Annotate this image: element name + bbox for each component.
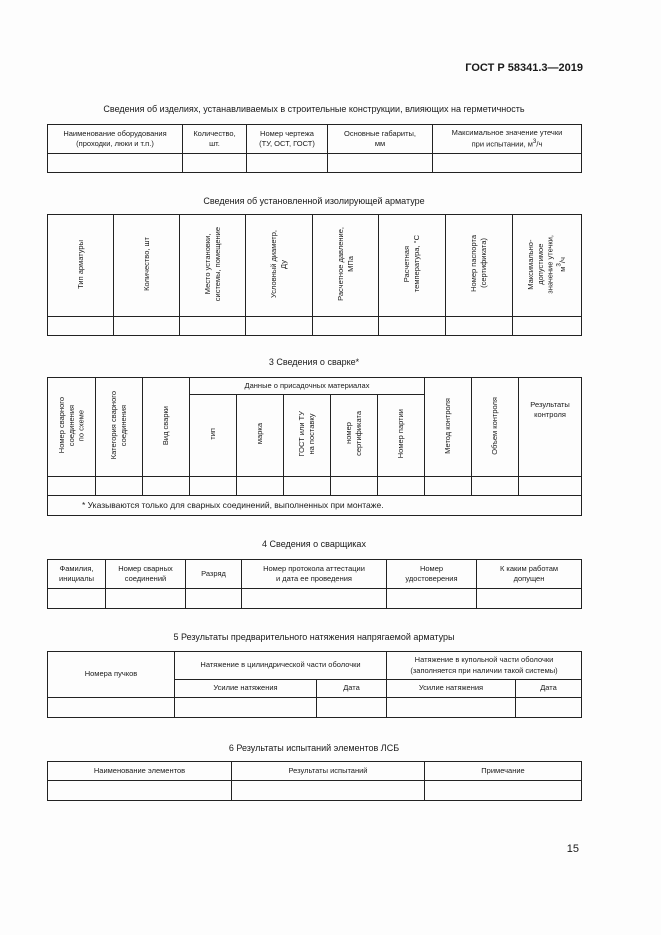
s1-header-leak: Максимальное значение утечки при испытании, $м^3/ч$ [433,125,582,154]
s3-header-control-method: Метод контроля [425,378,472,477]
s4-empty-row [48,589,582,609]
s3-header-control-volume: Объем контроля [472,378,519,477]
s5-header-cyl-force: Усилие натяжения [175,680,317,698]
cell [472,477,519,496]
s1-header-drawing: Номер чертежа (ТУ, ОСТ, ГОСТ) [247,125,328,154]
s6-empty-row [48,781,582,801]
s5-empty-row [48,698,582,718]
cell [48,477,96,496]
s2-header-type: Тип арматуры [48,215,114,317]
s4-header-grade: Разряд [186,560,242,589]
s4-header-attestation: Номер протокола аттестации и дата ее проведения [242,560,387,589]
s1-empty-row [48,154,582,173]
cell [387,589,477,609]
s3-footnote: * Указываются только для сварных соединений, выполненных при монтаже. [48,496,582,516]
section3-table [47,377,582,516]
cell [237,477,284,496]
section3-title: 3 Сведения о сварке* [268,357,360,367]
cell [114,317,180,336]
s3-header-batch-number: Номер партии [378,395,425,477]
cell [183,154,247,173]
s2-header-diameter: Условный диаметр, Ду [246,215,313,317]
section2-table [47,214,582,336]
s3-header-filler-grade: марка [237,395,284,477]
section1-table [47,124,582,173]
s5-header-bundles: Номера пучков [48,652,175,698]
cell [317,698,387,718]
cell [328,154,433,173]
section5-title: 5 Результаты предварительного натяжения напрягаемой арматуры [173,632,455,642]
s2-header-max-leak: Максимально- допустимое значение утечки, $м^3/ч$ [513,215,582,317]
cell [313,317,379,336]
cell [48,589,106,609]
cell [379,317,446,336]
cell [513,317,582,336]
section6-title: 6 Результаты испытаний элементов ЛСБ [228,743,400,753]
s3-header-filler-group: Данные о присадочных материалах [190,378,425,395]
cell [425,781,582,801]
cell [516,698,582,718]
s2-header-passport: Номер паспорта (сертификата) [446,215,513,317]
s2-header-temperature: Расчетная температура, °С [379,215,446,317]
cell [180,317,246,336]
s4-header-weld-numbers: Номер сварных соединений [106,560,186,589]
cell [48,781,232,801]
cell [446,317,513,336]
s3-empty-row [48,477,582,496]
cell [48,154,183,173]
s4-header-admitted: К каким работам допущен [477,560,582,589]
s5-header-dome: Натяжение в купольной части оболочки (заполняется при наличии такой системы) [387,652,582,680]
s5-header-dome-date: Дата [516,680,582,698]
s6-header-elements: Наименование элементов [48,762,232,781]
section5-table [47,651,582,718]
cell [106,589,186,609]
s3-header-weld-number: Номер сварного соединения по схеме [48,378,96,477]
cell [378,477,425,496]
cell [519,477,582,496]
standard-designation: ГОСТ Р 58341.3—2019 [465,62,583,74]
s2-header-pressure: Расчетное давление, МПа [313,215,379,317]
section2-title: Сведения об установленной изолирующей арматуре [203,196,425,206]
s2-empty-row [48,317,582,336]
section6-table [47,761,582,801]
cell [284,477,331,496]
cell [186,589,242,609]
s4-header-name: Фамилия, инициалы [48,560,106,589]
cell [477,589,582,609]
page-number: 15 [566,843,579,855]
cell [425,477,472,496]
s2-header-quantity: Количество, шт [114,215,180,317]
cell [48,317,114,336]
s6-header-results: Результаты испытаний [232,762,425,781]
cell [331,477,378,496]
s3-header-control-results: Результаты контроля [519,378,582,477]
s3-header-filler-gost: ГОСТ или ТУ на поставку [284,395,331,477]
cell [433,154,582,173]
cell [175,698,317,718]
s3-header-weld-category: Категория сварного соединения [96,378,143,477]
section4-table [47,559,582,609]
s1-header-equipment: Наименование оборудования (проходки, люки и т.п.) [48,125,183,154]
cell [190,477,237,496]
s3-header-filler-certificate: номер сертификата [331,395,378,477]
cell [96,477,143,496]
s1-header-quantity: Количество, шт. [183,125,247,154]
s1-header-dimensions: Основные габариты, мм [328,125,433,154]
cell [48,698,175,718]
cell [387,698,516,718]
s5-header-cyl-date: Дата [317,680,387,698]
s5-header-cylindrical: Натяжение в цилиндрической части оболочки [175,652,387,680]
s4-header-certificate: Номер удостоверения [387,560,477,589]
cell [143,477,190,496]
cell [247,154,328,173]
s6-header-note: Примечание [425,762,582,781]
s2-header-location: Место установки, системы, помещение [180,215,246,317]
s3-header-filler-type: тип [190,395,237,477]
section1-title: Сведения об изделиях, устанавливаемых в строительные конструкции, влияющих на герметичность [103,104,525,114]
cell [242,589,387,609]
s3-header-weld-type: Вид сварки [143,378,190,477]
section4-title: 4 Сведения о сварщиках [262,539,366,549]
cell [232,781,425,801]
s5-header-dome-force: Усилие натяжения [387,680,516,698]
cell [246,317,313,336]
